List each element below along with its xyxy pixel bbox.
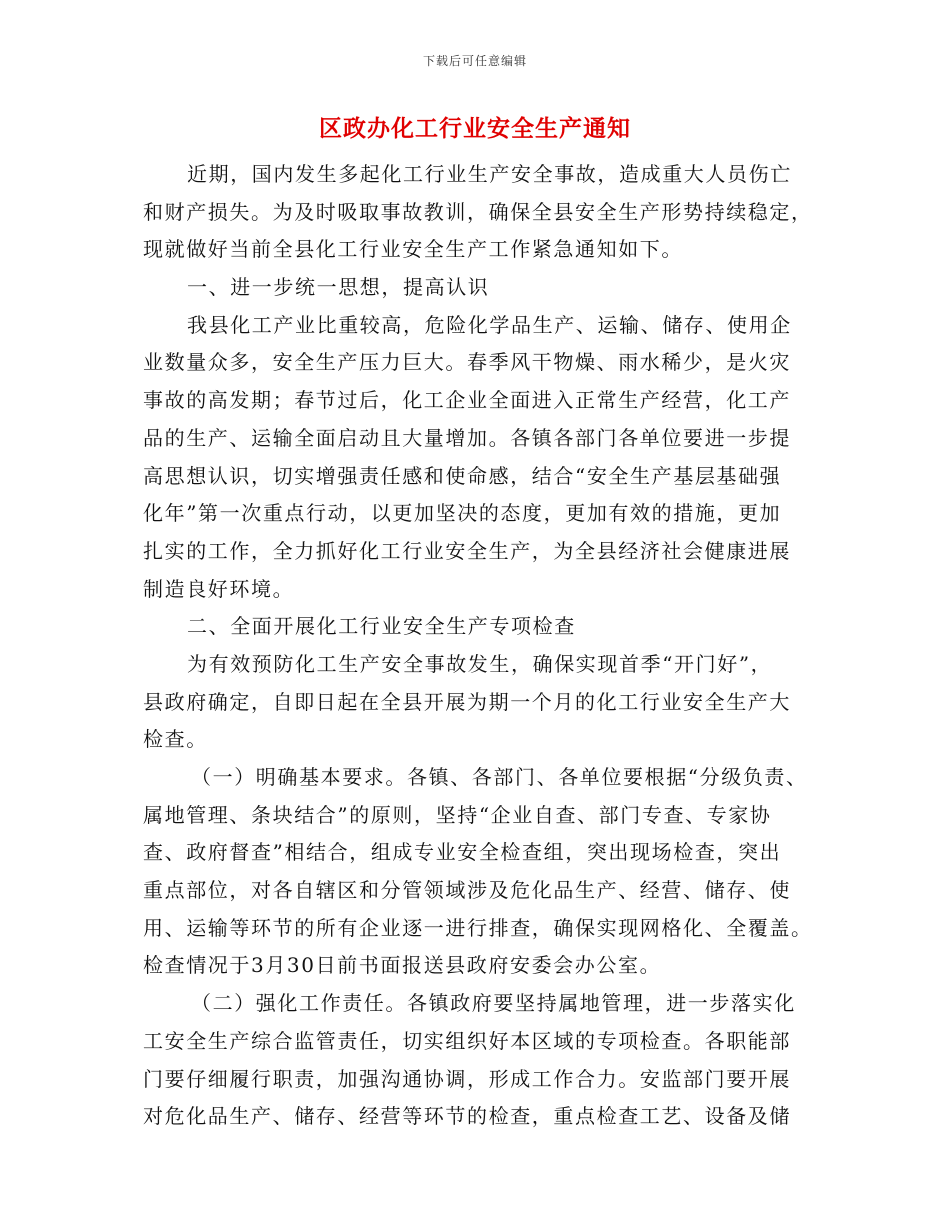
body-line: 现就做好当前全县化工行业安全生产工作紧急通知如下。: [143, 237, 683, 262]
body-line: 用、运输等环节的所有企业逐一进行排查，确保实现网格化、全覆盖。: [143, 915, 813, 940]
body-line: 查、政府督查”相结合，组成专业安全检查组，突出现场检查，突出: [143, 840, 782, 865]
body-line: 高思想认识，切实增强责任感和使命感，结合“安全生产基层基础强: [143, 463, 782, 488]
body-line: 检查。: [143, 727, 208, 752]
document-body: [143, 156, 823, 1136]
body-line: 对危化品生产、储存、经营等环节的检查，重点检查工艺、设备及储: [143, 1104, 791, 1129]
body-line: （二）强化工作责任。各镇政府要坚持属地管理，进一步落实化: [191, 991, 796, 1016]
body-line: 属地管理、条块结合”的原则，坚持“企业自查、部门专查、专家协: [143, 802, 772, 827]
body-line: 扎实的工作，全力抓好化工行业安全生产，为全县经济社会健康进展: [143, 538, 791, 563]
body-line: 工安全生产综合监管责任，切实组织好本区域的专项检查。各职能部: [143, 1028, 791, 1053]
body-line: 我县化工产业比重较高，危险化学品生产、运输、储存、使用企: [187, 312, 792, 337]
body-line: 检查情况于3月30日前书面报送县政府安委会办公室。: [143, 953, 662, 978]
body-line: 重点部位，对各自辖区和分管领域涉及危化品生产、经营、储存、使: [143, 878, 791, 903]
body-line: 和财产损失。为及时吸取事故教训，确保全县安全生产形势持续稳定，: [143, 199, 813, 224]
document-title: 区政办化工行业安全生产通知: [319, 115, 631, 142]
body-line: 业数量众多，安全生产压力巨大。春季风干物燥、雨水稀少，是火灾: [143, 350, 791, 375]
body-line: 品的生产、运输全面启动且大量增加。各镇各部门各单位要进一步提: [143, 425, 791, 450]
body-line: 事故的高发期；春节过后，化工企业全面进入正常生产经营，化工产: [143, 388, 791, 413]
body-line: （一）明确基本要求。各镇、各部门、各单位要根据“分级负责、: [191, 765, 808, 789]
body-line: 县政府确定，自即日起在全县开展为期一个月的化工行业安全生产大: [143, 689, 791, 714]
body-line: 为有效预防化工生产安全事故发生，确保实现首季“开门好”，: [187, 651, 773, 676]
body-line: 化年”第一次重点行动，以更加坚决的态度，更加有效的措施，更加: [143, 501, 782, 526]
body-line: 二、全面开展化工行业安全生产专项检查: [187, 614, 576, 639]
header-note: 下载后可任意编辑: [422, 54, 527, 68]
body-line: 制造良好环境。: [143, 576, 295, 601]
body-line: 近期，国内发生多起化工行业生产安全事故，造成重大人员伤亡: [187, 162, 792, 186]
body-line: 门要仔细履行职责，加强沟通协调，形成工作合力。安监部门要开展: [143, 1066, 791, 1091]
body-line: 一、进一步统一思想，提高认识: [187, 275, 490, 300]
